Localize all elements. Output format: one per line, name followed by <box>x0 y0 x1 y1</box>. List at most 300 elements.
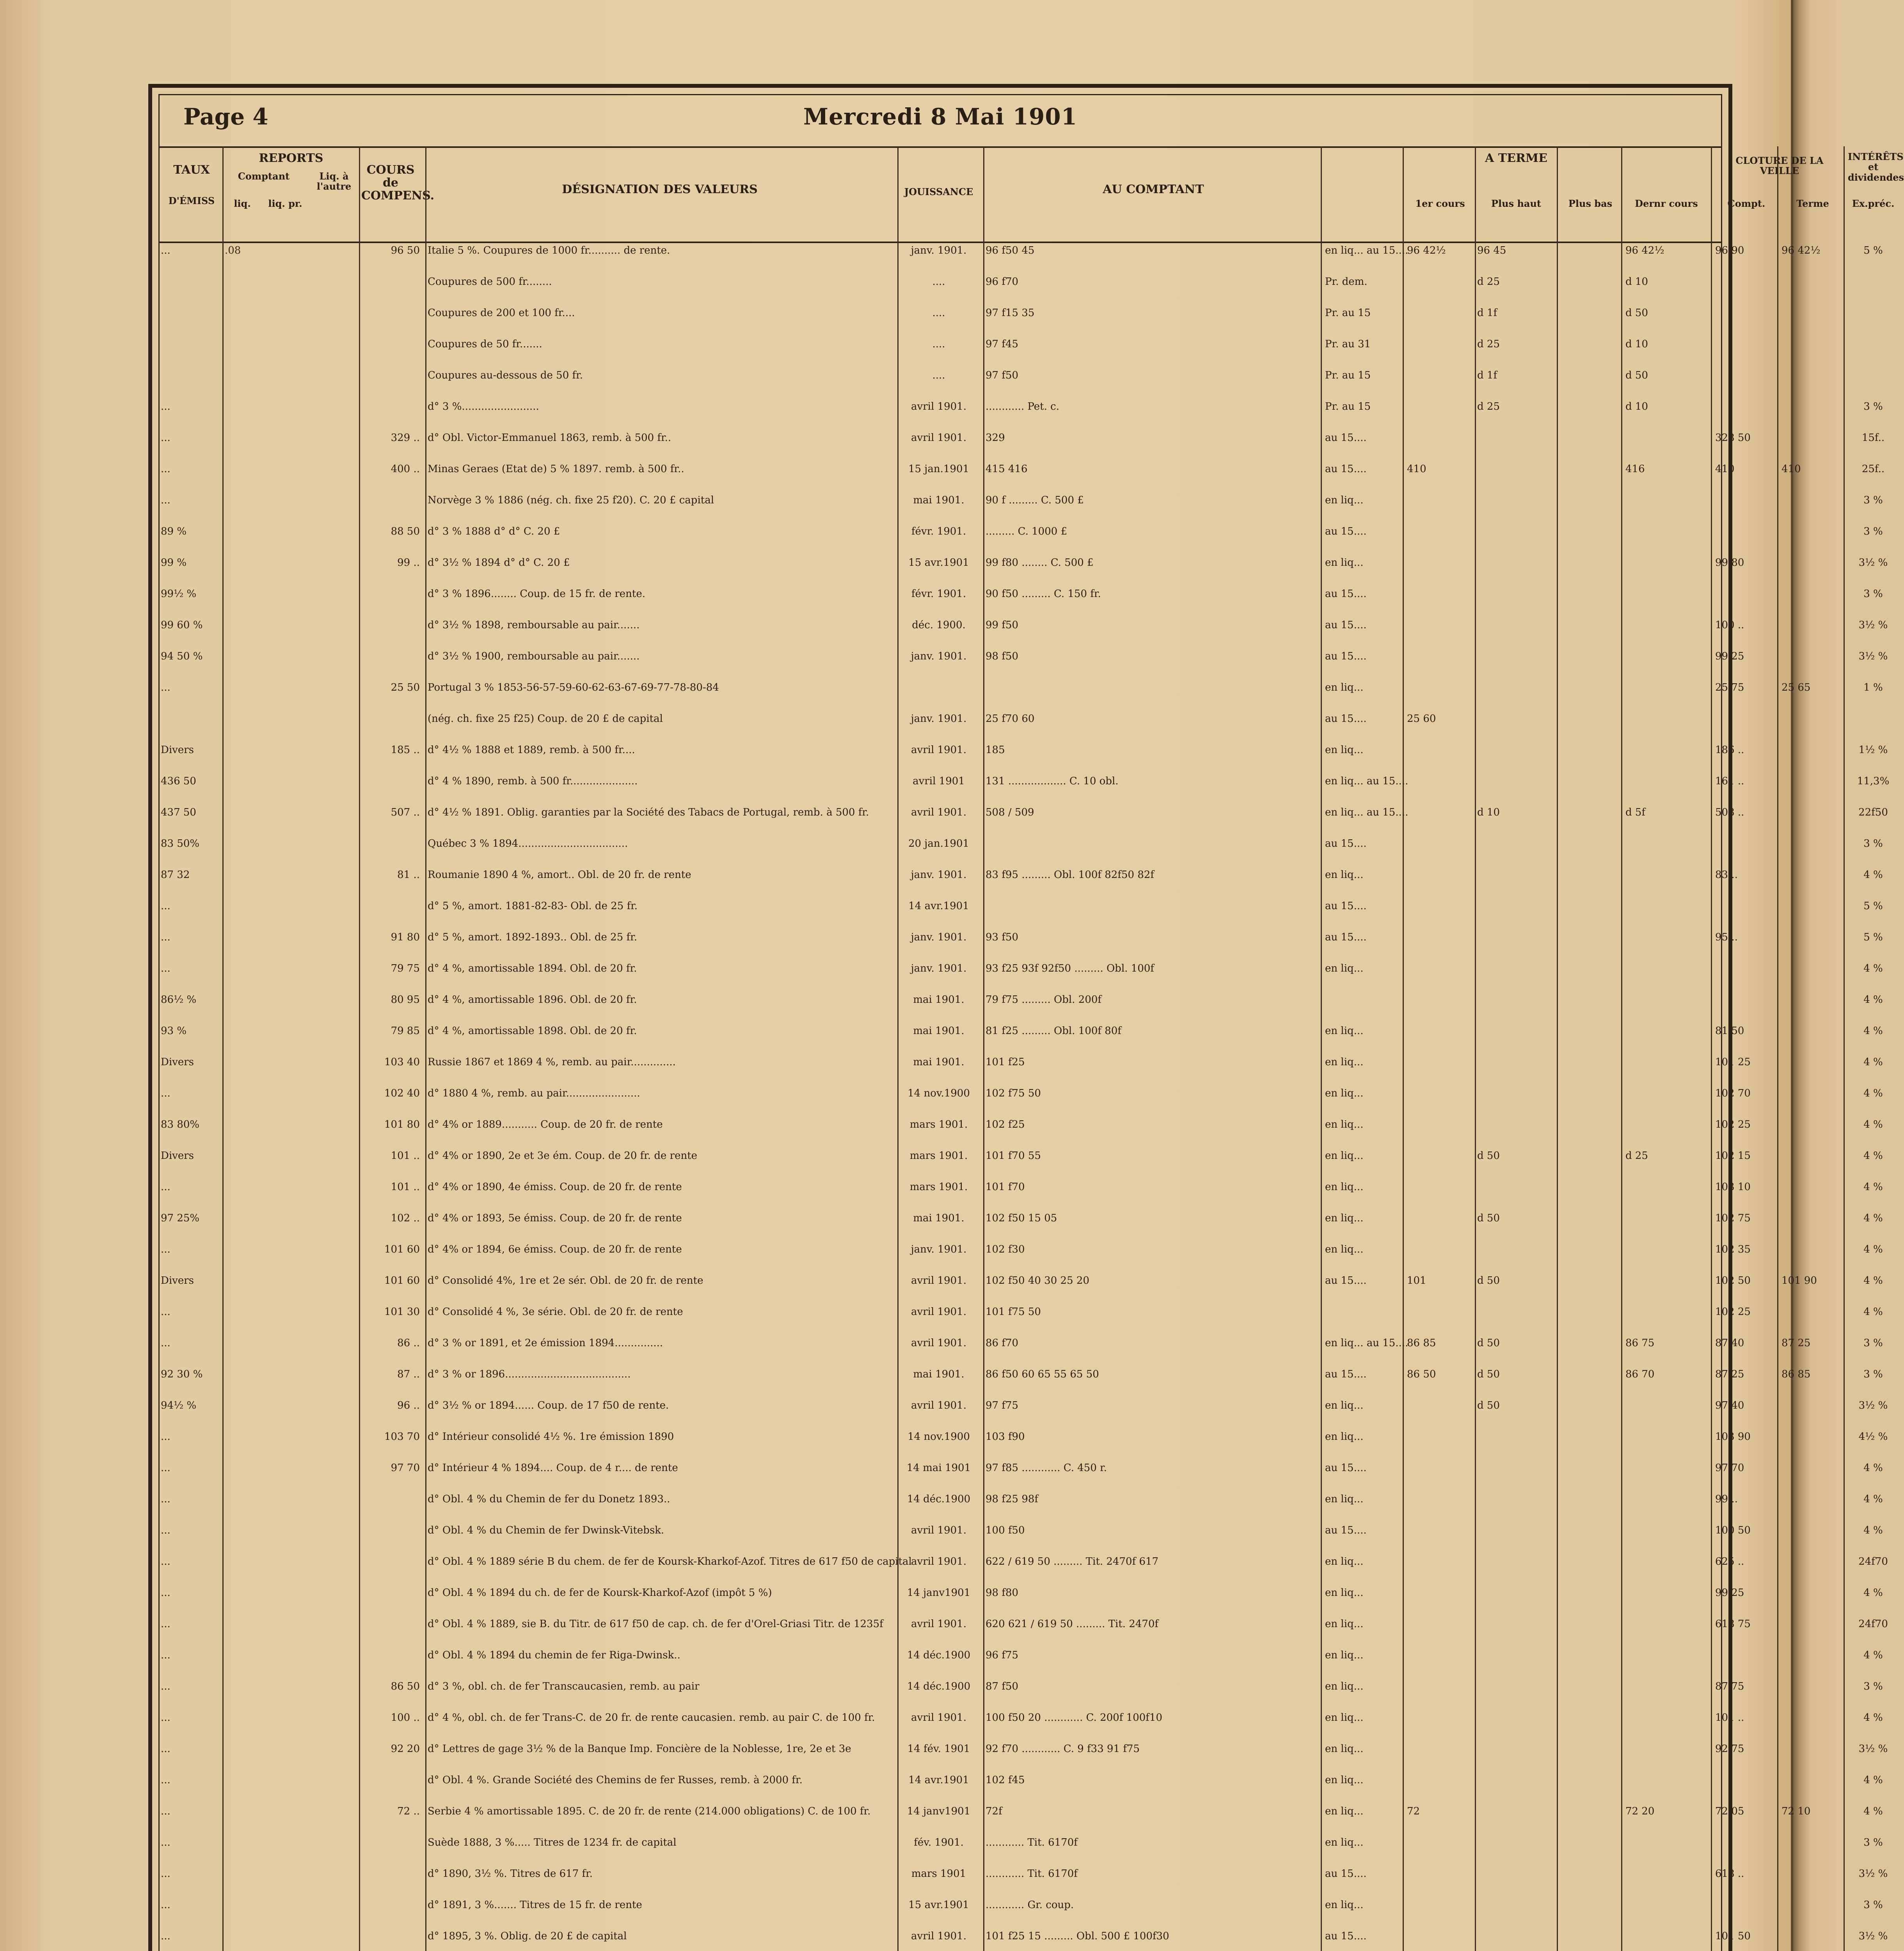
cell-interets: 25f.. <box>1861 463 1885 475</box>
cell-jouissance: avril 1901. <box>911 744 966 756</box>
cell-au-comptant: 415 416 <box>986 463 1028 475</box>
table-row <box>158 618 1888 632</box>
cell-cours-compens: 103 70 <box>384 1431 420 1443</box>
cell-cloture-terme: 101 90 <box>1781 1275 1817 1286</box>
cell-designation: d° 1891, 3 %....... Titres de 15 fr. de rente <box>428 1899 642 1911</box>
cell-designation: Serbie 4 % amortissable 1895. C. de 20 fr. de rente (214.000 obligations) C. de 100 fr. <box>428 1805 871 1817</box>
cell-jouissance: mars 1901. <box>909 1150 968 1162</box>
cell-interets: 4 % <box>1863 1525 1883 1536</box>
cell-plus-haut: d 1f <box>1477 307 1497 319</box>
cell-jouissance: janv. 1901. <box>911 650 967 662</box>
cell-designation: Coupures de 50 fr....... <box>428 338 542 350</box>
cell-jouissance: janv. 1901. <box>911 931 967 943</box>
table-row <box>158 1742 1888 1756</box>
cell-terme-label: en liq... <box>1325 1743 1364 1755</box>
cell-designation: d° 4 % 1890, remb. à 500 fr..................... <box>428 775 638 787</box>
cell-cours-compens: 91 80 <box>391 931 420 943</box>
cell-interets: 4 % <box>1863 1025 1883 1037</box>
cell-terme-label: en liq... <box>1325 963 1364 974</box>
table-row <box>158 369 1722 382</box>
cell-plus-haut: 96 45 <box>1477 245 1506 256</box>
cell-cloture-compt: 99 80 <box>1715 557 1744 569</box>
cell-interets: 4 % <box>1863 1493 1883 1505</box>
col-cours-compens: COURS de COMPENS. <box>361 163 435 203</box>
cell-cours-compens: 101 .. <box>391 1181 420 1193</box>
cell-taux: ... <box>161 1306 171 1318</box>
cell-interets: 3 % <box>1863 401 1883 412</box>
cell-jouissance: mai 1901. <box>913 1056 964 1068</box>
col-plus-haut: Plus haut <box>1491 198 1541 209</box>
cell-jouissance: avril 1901. <box>911 1275 966 1286</box>
cell-jouissance: janv. 1901. <box>911 963 967 974</box>
cell-au-comptant: ............ Pet. c. <box>986 401 1059 412</box>
table-row <box>158 525 1883 538</box>
cell-interets: 3½ % <box>1858 557 1888 569</box>
cell-jouissance: 15 avr.1901 <box>908 1899 969 1911</box>
cell-cloture-compt: 186 .. <box>1715 744 1744 756</box>
cell-interets: 5 % <box>1863 245 1883 256</box>
cell-terme-label: en liq... <box>1325 1805 1364 1817</box>
cell-jouissance: avril 1901 <box>913 775 965 787</box>
cell-cours-compens: 92 20 <box>391 1743 420 1755</box>
cell-interets: 3 % <box>1863 838 1883 849</box>
table-row <box>158 868 1883 881</box>
cell-interets: 3 % <box>1863 1368 1883 1380</box>
cell-jouissance: févr. 1901. <box>911 526 966 537</box>
cell-taux: ... <box>161 463 171 475</box>
col-a-terme: A TERME <box>1485 151 1547 165</box>
cell-designation: d° 3 %, obl. ch. de fer Transcaucasien, remb. au pair <box>428 1681 700 1692</box>
cell-taux: ... <box>161 1774 171 1786</box>
cell-jouissance: janv. 1901. <box>911 245 967 256</box>
cell-designation: d° Lettres de gage 3½ % de la Banque Imp. Foncière de la Noblesse, 1re, 2e et 3e <box>428 1743 851 1755</box>
cell-terme-label: Pr. au 15 <box>1325 307 1371 319</box>
col-liq-pr: liq. pr. <box>268 198 302 209</box>
cell-cloture-compt: 96 90 <box>1715 245 1744 256</box>
cell-interets: 4 % <box>1863 1649 1883 1661</box>
cell-cloture-compt: 102 35 <box>1715 1244 1751 1255</box>
cell-cours-compens: 87 .. <box>397 1368 420 1380</box>
cell-designation: d° 3 %........................ <box>428 401 539 412</box>
cell-cloture-compt: 97 70 <box>1715 1462 1744 1474</box>
cell-taux: ... <box>161 931 171 943</box>
table-row <box>158 806 1888 819</box>
cell-jouissance: 14 déc.1900 <box>907 1681 971 1692</box>
cell-cours-compens: 507 .. <box>391 807 420 818</box>
cell-terme-label: en liq... au 15.... <box>1325 245 1408 256</box>
cell-designation: Italie 5 %. Coupures de 1000 fr.......... de rente. <box>428 245 670 256</box>
cell-au-comptant: ............ Tit. 6170f <box>986 1868 1078 1880</box>
cell-designation: d° Obl. 4 % 1894 du chemin de fer Riga-Dwinsk.. <box>428 1649 680 1661</box>
col-plus-bas: Plus bas <box>1568 198 1613 209</box>
cell-au-comptant: ............ Gr. coup. <box>986 1899 1074 1911</box>
cell-terme-label: en liq... <box>1325 744 1364 756</box>
cell-designation: d° 4% or 1893, 5e émiss. Coup. de 20 fr. de rente <box>428 1212 682 1224</box>
cell-jouissance: mars 1901. <box>909 1119 968 1130</box>
cell-au-comptant: 97 f45 <box>986 338 1019 350</box>
cell-taux: ... <box>161 1462 171 1474</box>
cell-au-comptant: 25 f70 60 <box>986 713 1035 725</box>
cell-premier-cours: 86 85 <box>1407 1337 1436 1349</box>
cell-cours-compens: 99 .. <box>397 557 420 569</box>
table-row <box>158 556 1888 569</box>
cell-au-comptant: 72f <box>986 1805 1002 1817</box>
table-row <box>158 1430 1888 1443</box>
cell-jouissance: 14 mai 1901 <box>906 1462 971 1474</box>
cell-interets: 4 % <box>1863 1244 1883 1255</box>
cell-au-comptant: 103 f90 <box>986 1431 1025 1443</box>
table-row <box>158 650 1888 663</box>
cell-designation: d° Obl. 4 % 1889 série B du chem. de fer de Koursk-Kharkof-Azof. Titres de 617 f50 de capital <box>428 1556 912 1567</box>
cell-interets: 4 % <box>1863 963 1883 974</box>
cell-cours-compens: 102 .. <box>391 1212 420 1224</box>
cell-terme-label: au 15.... <box>1325 713 1367 725</box>
cell-au-comptant: 102 f50 40 30 25 20 <box>986 1275 1089 1286</box>
cell-interets: 3½ % <box>1858 1930 1888 1942</box>
cell-interets: 4 % <box>1863 1212 1883 1224</box>
cell-cloture-compt: 83 .. <box>1715 869 1738 881</box>
cell-taux: ... <box>161 401 171 412</box>
table-row <box>158 1336 1883 1350</box>
col-liq-autre: Liq. à l'autre <box>316 171 352 192</box>
cell-reports-comptant: .08 <box>225 245 241 256</box>
table-row <box>158 1305 1883 1318</box>
cell-cours-compens: 103 40 <box>384 1056 420 1068</box>
cell-plus-haut: d 50 <box>1477 1212 1500 1224</box>
cell-plus-haut: d 50 <box>1477 1337 1500 1349</box>
cell-cloture-compt: 99 .. <box>1715 1493 1738 1505</box>
cell-au-comptant: 101 f70 <box>986 1181 1025 1193</box>
cell-dernier-cours: d 50 <box>1625 370 1648 381</box>
cell-taux: ... <box>161 1181 171 1193</box>
table-row <box>158 1243 1883 1256</box>
cell-jouissance: avril 1901. <box>911 1337 966 1349</box>
cell-plus-haut: d 25 <box>1477 338 1500 350</box>
cell-premier-cours: 86 50 <box>1407 1368 1436 1380</box>
cell-terme-label: en liq... <box>1325 1556 1364 1567</box>
table-row <box>158 494 1883 507</box>
cell-taux: ... <box>161 963 171 974</box>
cell-jouissance: mars 1901 <box>911 1868 966 1880</box>
cell-au-comptant: 81 f25 ......... Obl. 100f 80f <box>986 1025 1121 1037</box>
cell-au-comptant: 98 f50 <box>986 650 1019 662</box>
cell-taux: ... <box>161 1649 171 1661</box>
cell-cloture-compt: 102 50 <box>1715 1275 1751 1286</box>
cell-cours-compens: 101 .. <box>391 1150 420 1162</box>
cell-taux: ... <box>161 1868 171 1880</box>
cell-taux: ... <box>161 1618 171 1630</box>
cell-designation: d° 4% or 1890, 2e et 3e ém. Coup. de 20 fr. de rente <box>428 1150 698 1162</box>
cell-jouissance: févr. 1901. <box>911 588 966 600</box>
cell-designation: d° 4½ % 1888 et 1889, remb. à 500 fr.... <box>428 744 635 756</box>
cell-cours-compens: 88 50 <box>391 526 420 537</box>
table-row <box>158 1024 1883 1038</box>
cell-premier-cours: 96 42½ <box>1407 245 1446 256</box>
cell-au-comptant: 100 f50 <box>986 1525 1025 1536</box>
cell-jouissance: avril 1901. <box>911 1618 966 1630</box>
cell-terme-label: en liq... <box>1325 1649 1364 1661</box>
cell-au-comptant: 101 f25 <box>986 1056 1025 1068</box>
cell-terme-label: au 15.... <box>1325 463 1367 475</box>
cell-premier-cours: 410 <box>1407 463 1426 475</box>
cell-interets: 11,3% <box>1857 775 1890 787</box>
col-ex-prec: Ex.préc. <box>1852 198 1895 209</box>
cell-terme-label: Pr. au 15 <box>1325 370 1371 381</box>
cell-cours-compens: 101 60 <box>384 1275 420 1286</box>
cell-terme-label: au 15.... <box>1325 838 1367 849</box>
cell-taux: 94 50 % <box>161 650 203 662</box>
cell-au-comptant: ......... C. 1000 £ <box>986 526 1067 537</box>
cell-cloture-compt: 100 50 <box>1715 1525 1751 1536</box>
cell-cloture-compt: 161 .. <box>1715 775 1744 787</box>
cell-terme-label: en liq... <box>1325 1119 1364 1130</box>
cell-terme-label: en liq... au 15.... <box>1325 775 1408 787</box>
cell-taux: ... <box>161 245 171 256</box>
cell-cours-compens: 86 50 <box>391 1681 420 1692</box>
cell-interets: 4 % <box>1863 1587 1883 1599</box>
cell-interets: 1½ % <box>1858 744 1888 756</box>
cell-designation: d° 1880 4 %, remb. au pair....................... <box>428 1087 640 1099</box>
cell-designation: d° Obl. 4 % 1889, sie B. du Titr. de 617 f50 de cap. ch. de fer d'Orel-Griasi Titr. de 1235f <box>428 1618 883 1630</box>
cell-cours-compens: 102 40 <box>384 1087 420 1099</box>
cell-taux: ... <box>161 1556 171 1567</box>
cell-interets: 3½ % <box>1858 1400 1888 1411</box>
cell-jouissance: 14 nov.1900 <box>908 1087 970 1099</box>
cell-interets: 3½ % <box>1858 650 1888 662</box>
cell-au-comptant: 90 f50 ......... C. 150 fr. <box>986 588 1101 600</box>
cell-cloture-compt: 103 90 <box>1715 1431 1751 1443</box>
cell-cloture-compt: 103 10 <box>1715 1181 1751 1193</box>
table-row <box>158 1555 1888 1568</box>
cell-taux: 99 60 % <box>161 619 203 631</box>
cell-terme-label: en liq... <box>1325 1212 1364 1224</box>
col-dernier-cours: Dernr cours <box>1635 198 1698 209</box>
cell-designation: d° Obl. 4 % du Chemin de fer du Donetz 1893.. <box>428 1493 670 1505</box>
cell-interets: 3½ % <box>1858 619 1888 631</box>
cell-cloture-compt: 618 .. <box>1715 1868 1744 1880</box>
cell-cloture-compt: 410 <box>1715 463 1735 475</box>
cell-cours-compens: 96 .. <box>397 1400 420 1411</box>
cell-terme-label: au 15.... <box>1325 1368 1367 1380</box>
cell-au-comptant: 622 / 619 50 ......... Tit. 2470f 617 <box>986 1556 1159 1567</box>
cell-taux: 86½ % <box>161 994 197 1006</box>
cell-designation: Coupures de 500 fr........ <box>428 276 552 288</box>
cell-taux: 93 % <box>161 1025 187 1037</box>
cell-terme-label: en liq... <box>1325 1774 1364 1786</box>
cell-designation: Norvège 3 % 1886 (nég. ch. fixe 25 f20). C. 20 £ capital <box>428 494 714 506</box>
cell-designation: Suède 1888, 3 %..... Titres de 1234 fr. de capital <box>428 1837 677 1848</box>
cell-designation: d° Consolidé 4 %, 3e série. Obl. de 20 fr. de rente <box>428 1306 683 1318</box>
cell-au-comptant: 97 f85 ............ C. 450 r. <box>986 1462 1107 1474</box>
cell-taux: 99 % <box>161 557 187 569</box>
cell-au-comptant: 101 f75 50 <box>986 1306 1041 1318</box>
cell-taux: 97 25% <box>161 1212 200 1224</box>
cell-cloture-terme: 87 25 <box>1781 1337 1811 1349</box>
cell-designation: Portugal 3 % 1853-56-57-59-60-62-63-67-69-77-78-80-84 <box>428 682 719 693</box>
table-row <box>158 1087 1883 1100</box>
cell-au-comptant: 93 f50 <box>986 931 1019 943</box>
table-row <box>158 1274 1883 1287</box>
cell-jouissance: avril 1901. <box>911 1556 966 1567</box>
table-row <box>158 1930 1888 1943</box>
cell-jouissance: 14 nov.1900 <box>908 1431 970 1443</box>
cell-dernier-cours: 86 70 <box>1625 1368 1655 1380</box>
cell-designation: d° 4 %, amortissable 1894. Obl. de 20 fr. <box>428 963 637 974</box>
cell-interets: 3 % <box>1863 1837 1883 1848</box>
cell-dernier-cours: 72 20 <box>1625 1805 1655 1817</box>
table-row <box>158 1149 1883 1162</box>
cell-interets: 4 % <box>1863 1150 1883 1162</box>
cell-plus-haut: d 25 <box>1477 276 1500 288</box>
cell-cloture-compt: 95 .. <box>1715 931 1738 943</box>
cell-cloture-compt: 508 .. <box>1715 807 1744 818</box>
cell-jouissance: mai 1901. <box>913 1368 964 1380</box>
cell-au-comptant: 131 .................. C. 10 obl. <box>986 775 1119 787</box>
col-comptant: Comptant <box>238 171 290 182</box>
cell-au-comptant: 96 f50 45 <box>986 245 1035 256</box>
cell-jouissance: 15 jan.1901 <box>908 463 970 475</box>
col-reports: REPORTS <box>259 151 323 165</box>
cell-designation: d° 4 %, obl. ch. de fer Trans-C. de 20 fr. de rente caucasien. remb. au pair C. de 100 fr. <box>428 1712 875 1724</box>
table-row <box>158 244 1883 257</box>
cell-au-comptant: 102 f75 50 <box>986 1087 1041 1099</box>
cell-plus-haut: d 50 <box>1477 1368 1500 1380</box>
cell-designation: d° 3 % 1888 d° d° C. 20 £ <box>428 526 560 537</box>
cell-au-comptant: 92 f70 ............ C. 9 f33 91 f75 <box>986 1743 1140 1755</box>
cell-terme-label: en liq... <box>1325 494 1364 506</box>
cell-terme-label: en liq... <box>1325 1493 1364 1505</box>
table-row <box>158 1898 1883 1912</box>
cell-interets: 1 % <box>1863 682 1883 693</box>
cell-taux: Divers <box>161 744 194 756</box>
cell-designation: d° 4 %, amortissable 1896. Obl. de 20 fr. <box>428 994 637 1006</box>
cell-cloture-compt: 87 75 <box>1715 1681 1744 1692</box>
cell-interets: 3 % <box>1863 494 1883 506</box>
cell-taux: ... <box>161 1837 171 1848</box>
page-number: Page 4 <box>183 103 268 130</box>
cell-designation: d° 3 % 1896........ Coup. de 15 fr. de rente. <box>428 588 646 600</box>
cell-designation: d° Obl. 4 % 1894 du ch. de fer de Koursk-Kharkof-Azof (impôt 5 %) <box>428 1587 772 1599</box>
cell-dernier-cours: 96 42½ <box>1625 245 1664 256</box>
cell-plus-haut: d 25 <box>1477 401 1500 412</box>
cell-au-comptant: 90 f ......... C. 500 £ <box>986 494 1084 506</box>
cell-designation: Québec 3 % 1894.................................. <box>428 838 628 849</box>
cell-interets: 4 % <box>1863 869 1883 881</box>
cell-plus-haut: d 50 <box>1477 1275 1500 1286</box>
table-row <box>158 993 1883 1006</box>
cell-au-comptant: 99 f80 ........ C. 500 £ <box>986 557 1094 569</box>
cell-cours-compens: 101 80 <box>384 1119 420 1130</box>
cell-terme-label: au 15.... <box>1325 1930 1367 1942</box>
table-row <box>158 1524 1883 1537</box>
cell-dernier-cours: 416 <box>1625 463 1645 475</box>
cell-cloture-compt: 99 25 <box>1715 1587 1744 1599</box>
cell-cloture-compt: 102 15 <box>1715 1150 1751 1162</box>
cell-interets: 24f70 <box>1858 1618 1888 1630</box>
cell-taux: 436 50 <box>161 775 196 787</box>
page-frame <box>148 84 1904 1951</box>
cell-cloture-compt: 81 50 <box>1715 1025 1744 1037</box>
cell-jouissance: 14 janv1901 <box>907 1587 971 1599</box>
cell-taux: 89 % <box>161 526 187 537</box>
table-row <box>158 899 1883 913</box>
cell-premier-cours: 25 60 <box>1407 713 1436 725</box>
cell-plus-haut: d 10 <box>1477 807 1500 818</box>
cell-designation: Minas Geraes (Etat de) 5 % 1897. remb. à 500 fr.. <box>428 463 684 475</box>
table-row <box>158 1461 1883 1475</box>
cell-taux: ... <box>161 1431 171 1443</box>
cell-interets: 4 % <box>1863 1087 1883 1099</box>
cell-terme-label: en liq... <box>1325 1181 1364 1193</box>
cell-jouissance: janv. 1901. <box>911 713 967 725</box>
cell-terme-label: Pr. au 15 <box>1325 401 1371 412</box>
cell-interets: 15f.. <box>1861 432 1885 444</box>
cell-terme-label: en liq... au 15.... <box>1325 1337 1408 1349</box>
cell-interets: 4 % <box>1863 1306 1883 1318</box>
cell-cours-compens: 79 75 <box>391 963 420 974</box>
cell-jouissance: mars 1901. <box>909 1181 968 1193</box>
cell-cloture-compt: 25 75 <box>1715 682 1744 693</box>
table-row <box>158 275 1722 288</box>
cell-interets: 4 % <box>1863 1275 1883 1286</box>
cell-taux: ... <box>161 1525 171 1536</box>
cell-taux: ... <box>161 432 171 444</box>
cell-designation: d° 5 %, amort. 1892-1893.. Obl. de 25 fr. <box>428 931 637 943</box>
table-row <box>158 712 1722 725</box>
cell-taux: Divers <box>161 1275 194 1286</box>
cell-cloture-compt: 102 70 <box>1715 1087 1751 1099</box>
cell-cloture-terme: 72 10 <box>1781 1805 1811 1817</box>
table-row <box>158 1867 1888 1880</box>
cell-terme-label: en liq... <box>1325 682 1364 693</box>
cell-jouissance: mai 1901. <box>913 1212 964 1224</box>
cell-jouissance: .... <box>932 307 945 319</box>
cell-au-comptant: 98 f80 <box>986 1587 1019 1599</box>
table-row <box>158 1680 1883 1693</box>
table-row <box>158 1493 1883 1506</box>
cell-au-comptant: 97 f15 35 <box>986 307 1035 319</box>
cell-interets: 4 % <box>1863 1056 1883 1068</box>
cell-au-comptant: 508 / 509 <box>986 807 1034 818</box>
cell-designation: (nég. ch. fixe 25 f25) Coup. de 20 £ de capital <box>428 713 663 725</box>
col-cloture-compt: Compt. <box>1727 198 1765 209</box>
cell-interets: 3½ % <box>1858 1743 1888 1755</box>
cell-designation: Coupures de 200 et 100 fr.... <box>428 307 575 319</box>
cell-jouissance: mai 1901. <box>913 994 964 1006</box>
cell-designation: d° 4½ % 1891. Oblig. garanties par la Société des Tabacs de Portugal, remb. à 500 fr. <box>428 807 869 818</box>
cell-designation: d° 3 % or 1896....................................... <box>428 1368 631 1380</box>
table-row <box>158 338 1722 351</box>
cell-jouissance: 14 déc.1900 <box>907 1649 971 1661</box>
cell-interets: 24f70 <box>1858 1556 1888 1567</box>
cell-terme-label: en liq... <box>1325 869 1364 881</box>
cell-au-comptant: 96 f75 <box>986 1649 1019 1661</box>
cell-taux: 94½ % <box>161 1400 197 1411</box>
cell-cours-compens: 80 95 <box>391 994 420 1006</box>
cell-cloture-compt: 328 50 <box>1715 432 1751 444</box>
cell-au-comptant: 97 f75 <box>986 1400 1019 1411</box>
cell-interets: 4 % <box>1863 1462 1883 1474</box>
cell-jouissance: 14 janv1901 <box>907 1805 971 1817</box>
cell-terme-label: en liq... <box>1325 1587 1364 1599</box>
cell-au-comptant: 87 f50 <box>986 1681 1019 1692</box>
cell-terme-label: en liq... <box>1325 1150 1364 1162</box>
table-row <box>158 1773 1883 1787</box>
cell-designation: d° 3½ % 1894 d° d° C. 20 £ <box>428 557 570 569</box>
cell-terme-label: au 15.... <box>1325 900 1367 912</box>
cell-taux: 92 30 % <box>161 1368 203 1380</box>
table-row <box>158 931 1883 944</box>
